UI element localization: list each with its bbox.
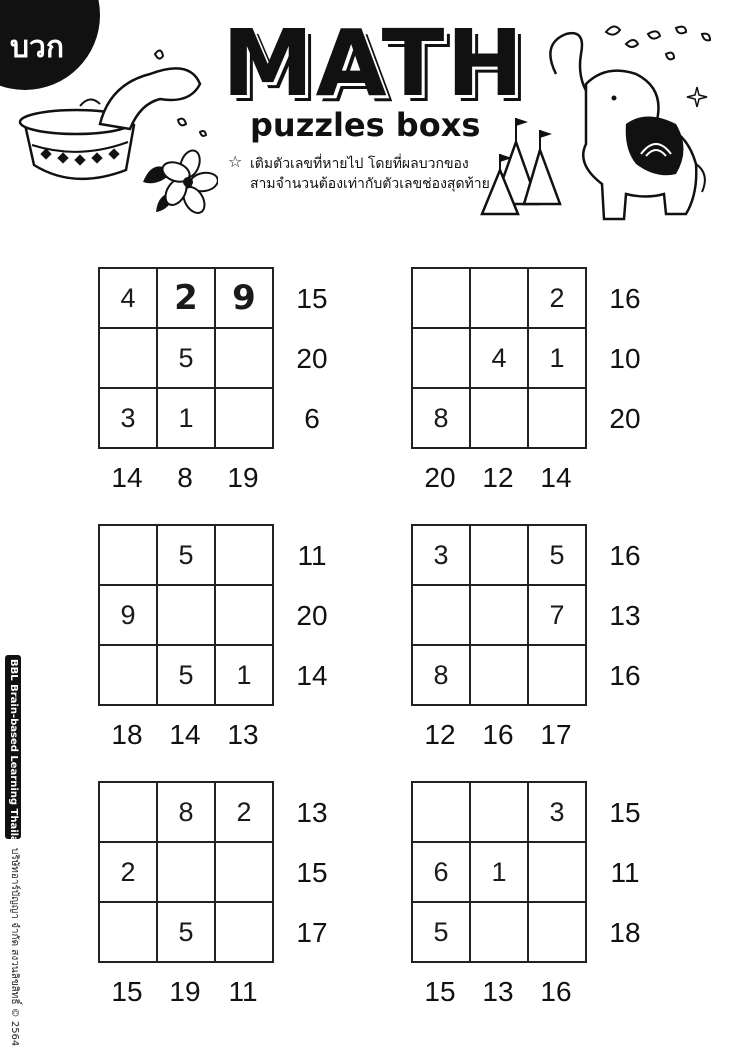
column-sum: 15 — [111, 976, 143, 1007]
puzzle-cell[interactable] — [529, 646, 587, 706]
puzzle-cell: 1 — [471, 843, 529, 903]
instruction-line-1: เติมตัวเลขที่หายไป โดยที่ผลบวกของ — [250, 156, 469, 172]
column-sum: 20 — [424, 462, 456, 493]
puzzle-1 — [98, 267, 348, 507]
puzzle-cell: 8 — [413, 646, 471, 706]
puzzle-cell[interactable] — [471, 783, 529, 843]
puzzle-cell: 2 — [100, 843, 158, 903]
page-title: MATH — [222, 10, 526, 117]
column-sum: 13 — [227, 719, 259, 750]
elephant-icon — [526, 14, 726, 234]
column-sum: 12 — [482, 462, 514, 493]
puzzle-cell[interactable] — [100, 903, 158, 963]
puzzle-cell[interactable] — [158, 586, 216, 646]
star-icon: ☆ — [228, 152, 243, 171]
puzzle-grid — [98, 524, 274, 706]
puzzle-cell: 3 — [413, 526, 471, 586]
puzzle-cell: 8 — [413, 389, 471, 449]
puzzle-cell: 5 — [529, 526, 587, 586]
instructions — [250, 154, 490, 194]
puzzle-cell[interactable] — [216, 843, 274, 903]
row-sum: 11 — [297, 540, 327, 571]
puzzle-cell[interactable] — [471, 526, 529, 586]
puzzle-cell: 1 — [216, 646, 274, 706]
column-sum: 14 — [540, 462, 572, 493]
row-sum: 15 — [609, 797, 641, 828]
puzzle-6 — [411, 781, 661, 1021]
column-sum: 12 — [424, 719, 456, 750]
instruction-line-2: สามจำนวนต้องเท่ากับตัวเลขช่องสุดท้าย — [250, 176, 490, 192]
puzzle-cell[interactable] — [100, 783, 158, 843]
puzzle-4 — [411, 524, 661, 764]
row-sum: 20 — [296, 343, 328, 374]
side-copyright: บริษัทอาร์บัญญา จำกัด สงวนลิขสิทธิ์ © 2564 — [9, 848, 20, 1046]
puzzle-cell: 9 — [216, 269, 274, 329]
puzzle-cell[interactable] — [471, 903, 529, 963]
puzzle-cell[interactable] — [471, 646, 529, 706]
sparkle-icon — [686, 86, 708, 108]
puzzle-cell: 1 — [158, 389, 216, 449]
row-sum: 13 — [296, 797, 328, 828]
water-splash-icon — [60, 44, 220, 154]
puzzle-cell[interactable] — [158, 843, 216, 903]
puzzle-cell: 4 — [100, 269, 158, 329]
row-sum: 20 — [609, 403, 641, 434]
column-sum: 11 — [228, 976, 258, 1007]
column-sum: 16 — [482, 719, 514, 750]
column-sum: 19 — [227, 462, 259, 493]
column-sum: 14 — [169, 719, 201, 750]
puzzle-cell: 2 — [158, 269, 216, 329]
puzzle-cell[interactable] — [216, 329, 274, 389]
puzzle-cell: 2 — [216, 783, 274, 843]
column-sum: 18 — [111, 719, 143, 750]
puzzle-cell: 8 — [158, 783, 216, 843]
puzzle-cell: 5 — [158, 329, 216, 389]
puzzle-cell: 5 — [158, 646, 216, 706]
puzzle-grid — [411, 781, 587, 963]
row-sum: 14 — [296, 660, 328, 691]
page-subtitle: puzzles boxs — [250, 106, 481, 144]
puzzle-cell: 2 — [529, 269, 587, 329]
puzzle-5 — [98, 781, 348, 1021]
puzzle-grid — [411, 267, 587, 449]
puzzle-grid — [98, 781, 274, 963]
side-credit: BBL Brain-based Learning Thailand — [5, 655, 21, 839]
puzzle-cell: 9 — [100, 586, 158, 646]
row-sum: 20 — [296, 600, 328, 631]
puzzle-cell[interactable] — [471, 269, 529, 329]
row-sum: 13 — [609, 600, 641, 631]
row-sum: 17 — [296, 917, 328, 948]
puzzle-cell[interactable] — [471, 586, 529, 646]
puzzle-cell[interactable] — [413, 783, 471, 843]
row-sum: 11 — [610, 857, 640, 888]
row-sum: 18 — [609, 917, 641, 948]
puzzle-cell[interactable] — [413, 329, 471, 389]
puzzle-cell[interactable] — [529, 389, 587, 449]
row-sum: 16 — [609, 540, 641, 571]
puzzle-cell: 7 — [529, 586, 587, 646]
flower-icon — [138, 142, 218, 222]
puzzle-cell[interactable] — [216, 526, 274, 586]
puzzle-cell[interactable] — [216, 903, 274, 963]
puzzle-cell: 5 — [413, 903, 471, 963]
puzzle-cell[interactable] — [100, 329, 158, 389]
row-sum: 10 — [609, 343, 641, 374]
puzzle-cell: 1 — [529, 329, 587, 389]
row-sum: 16 — [609, 283, 641, 314]
puzzle-cell[interactable] — [216, 586, 274, 646]
column-sum: 19 — [169, 976, 201, 1007]
puzzle-cell: 5 — [158, 903, 216, 963]
puzzle-cell[interactable] — [529, 903, 587, 963]
puzzle-cell[interactable] — [100, 646, 158, 706]
row-sum: 15 — [296, 283, 328, 314]
puzzle-cell: 5 — [158, 526, 216, 586]
puzzle-3 — [98, 524, 348, 764]
puzzle-grid — [411, 524, 587, 706]
row-sum: 6 — [304, 403, 320, 434]
puzzle-cell[interactable] — [471, 389, 529, 449]
puzzle-cell[interactable] — [216, 389, 274, 449]
column-sum: 14 — [111, 462, 143, 493]
column-sum: 15 — [424, 976, 456, 1007]
puzzle-cell: 6 — [413, 843, 471, 903]
puzzle-cell[interactable] — [413, 586, 471, 646]
puzzle-cell[interactable] — [529, 843, 587, 903]
puzzle-cell: 3 — [100, 389, 158, 449]
puzzle-cell[interactable] — [413, 269, 471, 329]
row-sum: 15 — [296, 857, 328, 888]
column-sum: 17 — [540, 719, 572, 750]
puzzle-cell[interactable] — [100, 526, 158, 586]
puzzle-cell: 4 — [471, 329, 529, 389]
column-sum: 8 — [177, 462, 193, 493]
row-sum: 16 — [609, 660, 641, 691]
puzzle-grid — [98, 267, 274, 449]
puzzle-2 — [411, 267, 661, 507]
column-sum: 16 — [540, 976, 572, 1007]
corner-label: บวก — [10, 30, 65, 65]
puzzle-cell: 3 — [529, 783, 587, 843]
column-sum: 13 — [482, 976, 514, 1007]
